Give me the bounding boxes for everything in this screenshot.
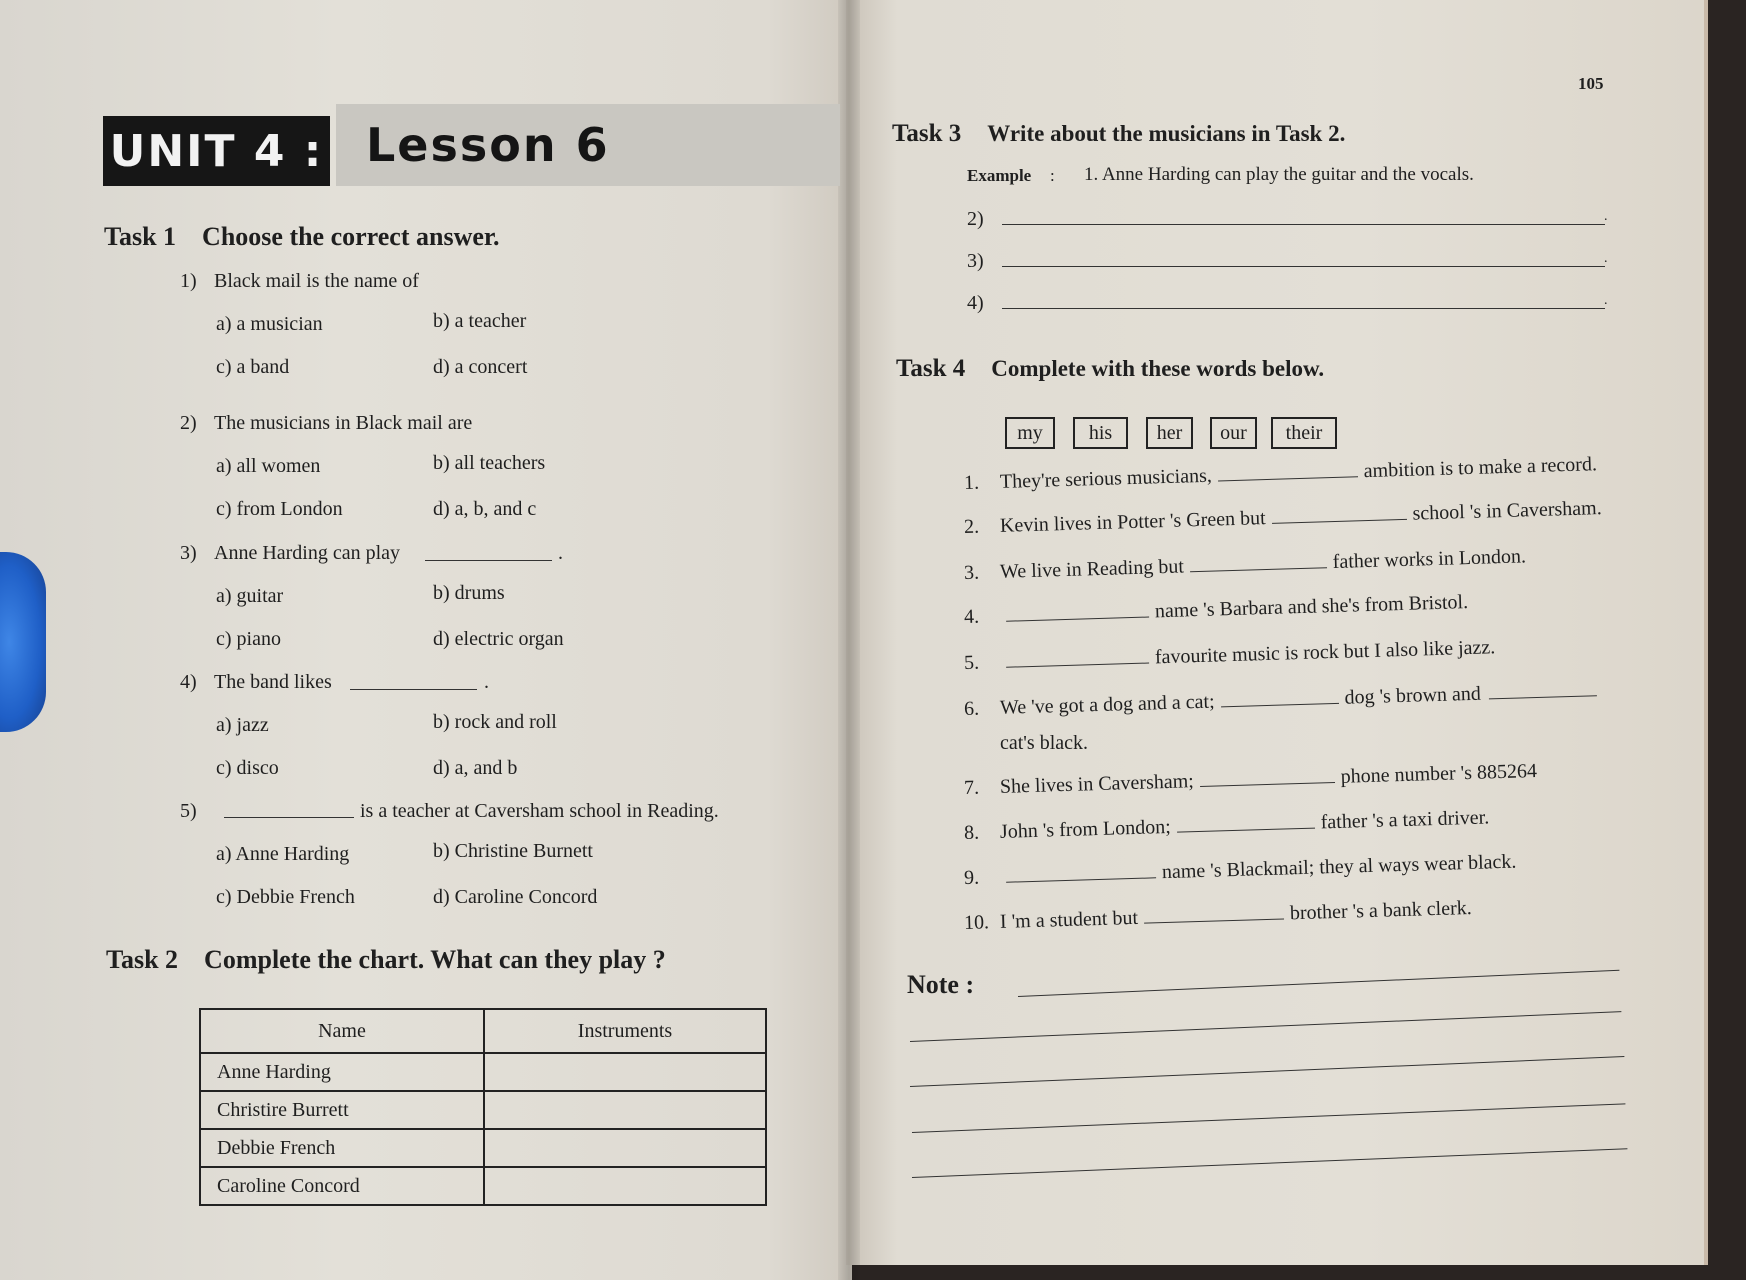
example-text: 1. Anne Harding can play the guitar and the vocals. [1084,164,1474,185]
chart-header-row [200,1009,766,1053]
sentence-after: brother 's a bank clerk. [1289,896,1473,925]
question-number: 1) [180,270,197,292]
sentence-before: John 's from London; [999,815,1172,843]
right-page [846,0,1708,1265]
task1-title: Choose the correct answer. [202,222,500,251]
page-number: 105 [1578,74,1604,93]
task3-label: Task 3 [892,120,962,147]
table-row [200,1129,766,1167]
sentence-number: 10. [963,911,990,934]
task3-line-number: 4) [967,292,984,314]
answer-blank[interactable] [350,689,477,690]
sentence-after: school 's in Caversham. [1412,497,1602,525]
sentence-before: She lives in Caversham; [999,770,1195,798]
sentence-blank[interactable] [1217,458,1358,481]
task3-heading [892,120,1345,148]
question-text: The band likes [214,671,332,693]
sentence-number: 5. [963,651,980,674]
question-number: 3) [180,542,197,564]
sentence-blank[interactable] [1189,549,1327,572]
task3-line-number: 3) [967,250,984,272]
sentence-after: ambition is to make a record. [1363,453,1598,483]
chart-instrument-cell[interactable] [484,1167,766,1205]
word-box-my: my [1005,417,1055,449]
sentence-number: 8. [963,821,980,844]
option-b[interactable]: b) Christine Burnett [433,840,593,862]
task3-answer-line[interactable] [1002,308,1605,309]
sentence-number: 7. [963,776,980,799]
chart-instrument-cell[interactable] [484,1053,766,1091]
chart-name-cell: Caroline Concord [200,1167,484,1205]
answer-blank[interactable] [425,560,552,561]
sentence-after: favourite music is rock but I also like jazz. [1154,636,1496,669]
word-box-his: his [1073,417,1128,449]
option-d[interactable]: d) a, b, and c [433,498,537,520]
option-a[interactable]: a) all women [216,455,321,477]
sentence-before: We live in Reading but [999,555,1185,583]
chart-name-cell: Debbie French [200,1129,484,1167]
task4-label: Task 4 [896,355,966,382]
sentence-number: 3. [963,561,980,584]
question-text: The musicians in Black mail are [214,412,473,434]
sentence-blank[interactable] [1271,501,1407,524]
sentence-blank[interactable] [1006,645,1150,668]
option-c[interactable]: c) from London [216,498,343,520]
word-box-her: her [1146,417,1193,449]
sentence-blank[interactable] [1144,901,1285,924]
sentence-after: father 's a taxi driver. [1320,806,1490,834]
option-d[interactable]: d) a concert [433,356,528,378]
sentence-number: 6. [963,697,980,720]
blank-period: . [484,671,489,693]
sentence-after: phone number 's 885264 [1340,759,1538,788]
instrument-chart [199,1008,767,1206]
sentence-blank[interactable] [1220,685,1339,707]
sentence-number: 4. [963,605,980,628]
option-a[interactable]: a) guitar [216,585,284,607]
answer-blank[interactable] [224,817,354,818]
chart-instrument-cell[interactable] [484,1129,766,1167]
example-label: Example [967,166,1032,185]
task3-title: Write about the musicians in Task 2. [987,121,1346,146]
option-b[interactable]: b) drums [433,582,505,604]
option-b[interactable]: b) a teacher [433,310,527,332]
option-a[interactable]: a) Anne Harding [216,843,350,865]
option-d[interactable]: d) electric organ [433,628,564,650]
sentence-blank[interactable] [1199,764,1335,787]
question-text: Black mail is the name of [214,270,419,292]
line-end-period: . [1604,251,1608,266]
thumb-finger [0,552,46,732]
task2-label: Task 2 [106,945,179,974]
chart-header-name: Name [200,1009,484,1053]
sentence-before: We 've got a dog and a cat; [999,690,1215,719]
task2-title: Complete the chart. What can they play ? [204,945,666,974]
example-separator: : [1050,166,1055,185]
sentence-blank[interactable] [1006,599,1150,622]
question-text: is a teacher at Caversham school in Reading. [360,800,719,822]
option-b[interactable]: b) all teachers [433,452,546,474]
task3-answer-line[interactable] [1002,224,1605,225]
word-box-their: their [1271,417,1337,449]
note-label: Note : [907,970,975,999]
option-a[interactable]: a) jazz [216,714,269,736]
table-row [200,1091,766,1129]
question-number: 2) [180,412,197,434]
sentence-number: 2. [963,515,980,538]
table-row [200,1167,766,1205]
option-d[interactable]: d) Caroline Concord [433,886,598,908]
book-spine [838,0,860,1280]
task1-label: Task 1 [104,222,177,251]
task4-heading [896,355,1324,383]
option-c[interactable]: c) Debbie French [216,886,355,908]
task3-line-number: 2) [967,208,984,230]
sentence-blank[interactable] [1488,677,1597,699]
option-c[interactable]: c) a band [216,356,290,378]
task1-heading [104,222,500,252]
unit-badge: UNIT 4 : [103,116,330,186]
option-b[interactable]: b) rock and roll [433,711,557,733]
option-c[interactable]: c) piano [216,628,281,650]
chart-header-instruments: Instruments [484,1009,766,1053]
sentence-after: name 's Blackmail; they al ways wear black. [1161,850,1517,884]
sentence-continuation: cat's black. [1000,732,1089,754]
sentence-before: They're serious musicians, [999,464,1213,493]
sentence-before: I 'm a student but [999,906,1139,933]
sentence-after: father works in London. [1332,545,1527,574]
blank-period: . [558,542,563,564]
sentence-after: name 's Barbara and she's from Bristol. [1154,591,1469,623]
task2-heading [106,945,666,975]
option-d[interactable]: d) a, and b [433,757,518,779]
line-end-period: . [1604,209,1608,224]
task4-title: Complete with these words below. [991,356,1325,381]
question-text: Anne Harding can play [214,542,401,564]
table-row [200,1053,766,1091]
line-end-period: . [1604,293,1608,308]
chart-name-cell: Anne Harding [200,1053,484,1091]
question-number: 5) [180,800,197,822]
chart-instrument-cell[interactable] [484,1091,766,1129]
chart-name-cell: Christire Burrett [200,1091,484,1129]
sentence-number: 9. [963,866,980,889]
question-number: 4) [180,671,197,693]
sentence-after: dog 's brown and [1344,682,1482,709]
option-a[interactable]: a) a musician [216,313,323,335]
sentence-before: Kevin lives in Potter 's Green but [999,507,1266,537]
option-c[interactable]: c) disco [216,757,279,779]
sentence-blank[interactable] [1006,859,1156,882]
sentence-number: 1. [963,471,980,494]
task3-answer-line[interactable] [1002,266,1605,267]
lesson-title: Lesson 6 [336,104,840,186]
sentence-blank[interactable] [1176,810,1315,833]
word-box-our: our [1210,417,1257,449]
